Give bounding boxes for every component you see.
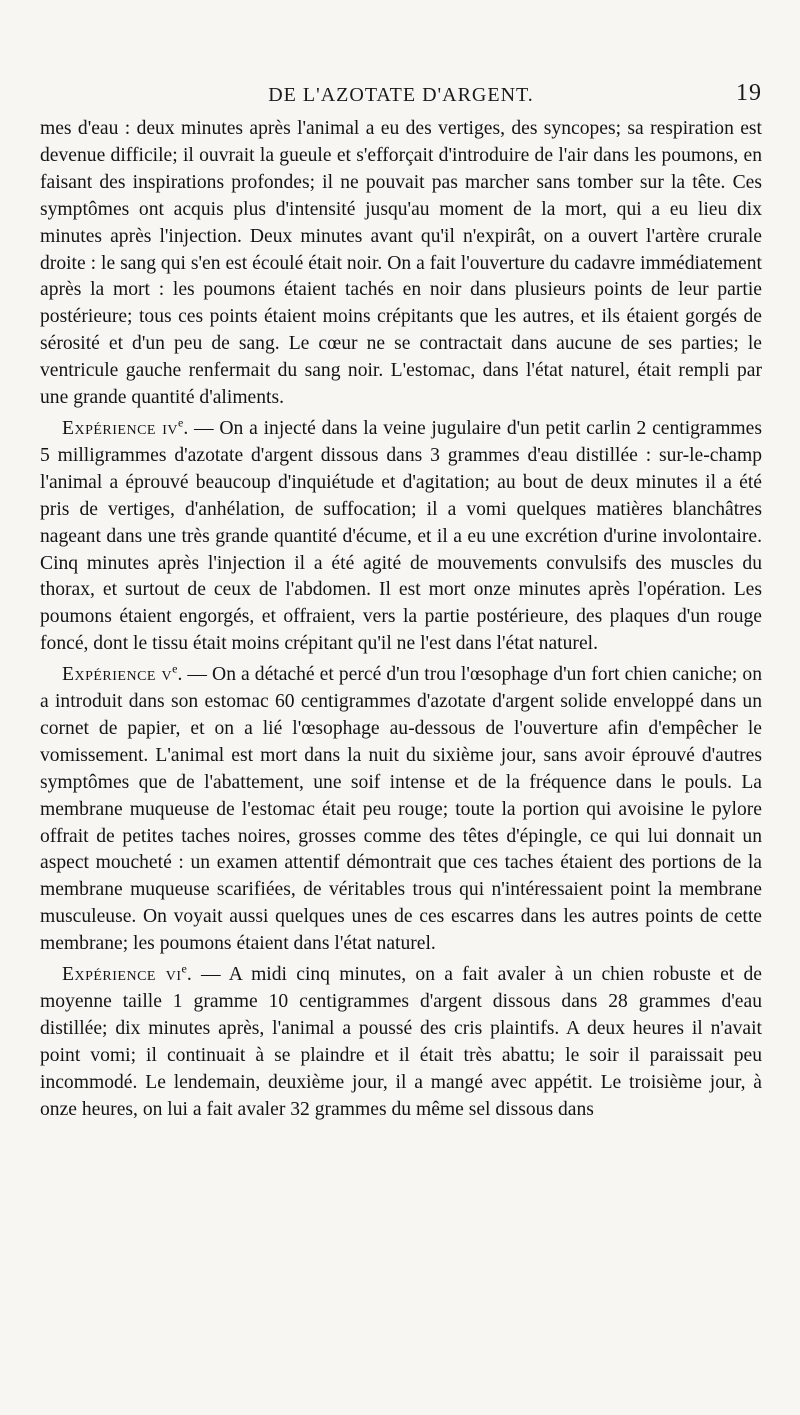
page-number: 19 — [736, 80, 762, 106]
superscript: e — [172, 661, 178, 676]
paragraph-continuation: mes d'eau : deux minutes après l'animal a eu des vertiges, des syncopes; sa respiration est devenue difficile; il ouvrait la gueule et s'efforçait d'introduire de l'air dans les poumons, en faisant des inspirations profondes; il ne pouvait pas marcher sans tomber sur la tête. Ces symptômes ont acquis plus d'intensité jusqu'au moment de la mort, qui a eu lieu dix minutes après l'injection. Deux minutes avant qu'il n'expirât, on a ouvert l'artère crurale droite : le sang qui s'en est écoulé était noir. On a fait l'ouverture du cadavre immédiatement après la mort : les poumons étaient tachés en noir dans plusieurs points de leur partie postérieure; tous ces points étaient moins crépitants que les autres, et ils étaient gorgés de sérosité et d'un peu de sang. Le cœur ne se contractait dans aucune de ses parties; le ventricule gauche renfermait du sang noir. L'estomac, dans l'état naturel, était rempli par une grande quantité d'aliments. — [40, 118, 762, 409]
experience-label: Expérience iv — [62, 417, 179, 439]
experience-text: . — A midi cinq minutes, on a fait avaler à un chien robuste et de moyenne taille 1 gramme 10 centigrammes d'argent dissous dans 28 grammes d'eau distillée; dix minutes après, l'animal a poussé des cris plaintifs. A deux heures il n'avait point vomi; il continuait à se plaindre et il était très abattu; le soir il paraissait peu incommodé. Le lendemain, deuxième jour, il a mangé avec appétit. Le troisième jour, à onze heures, on lui a fait avaler 32 grammes du même sel dissous dans — [40, 964, 762, 1120]
paragraph-experience-4 — [40, 416, 762, 658]
experience-text: . — On a détaché et percé d'un trou l'œsophage d'un fort chien caniche; on a introduit dans son estomac 60 centigrammes d'azotate d'argent solide enveloppé dans un cornet de papier, et on a lié l'œsophage au-dessous de l'ouverture afin d'empêcher le vomissement. L'animal est mort dans la nuit du sixième jour, sans avoir éprouvé d'autres symptômes que de l'abattement, une soif intense et de la fréquence dans le pouls. La membrane muqueuse de l'estomac était peu rouge; toute la portion qui avoisine le pylore offrait de petites taches noires, grosses comme des têtes d'épingle, ce qui lui donnait un aspect moucheté : un examen attentif démontrait que ces taches étaient des portions de la membrane muqueuse scarifiées, de véritables trous qui n'intéressaient point la membrane musculeuse. On voyait aussi quelques unes de ces escarres dans les autres points de cette membrane; les poumons étaient dans l'état naturel. — [40, 664, 762, 955]
paragraph-experience-6 — [40, 962, 762, 1123]
superscript: e — [181, 961, 187, 976]
running-title: DE L'AZOTATE D'ARGENT. — [268, 84, 534, 106]
paragraph-experience-5 — [40, 662, 762, 958]
body-text — [40, 116, 762, 1124]
experience-label: Expérience vi — [62, 964, 182, 986]
experience-text: . — On a injecté dans la veine jugulaire d'un petit carlin 2 centigrammes 5 milligrammes d'azotate d'argent dissous dans 3 grammes d'eau distillée : sur-le-champ l'animal a éprouvé beaucoup d'inquiétude et d'agitation; au bout de deux minutes il a été pris de vertiges, d'anhélation, de suffocation; il a vomi quelques matières blanchâtres nageant dans une très grande quantité d'écume, et il a eu une excrétion d'urine involontaire. Cinq minutes après l'injection il a été agité de mouvements convulsifs des muscles du thorax, et surtout de ceux de l'abdomen. Il est mort onze minutes après l'opération. Les poumons étaient engorgés, et offraient, vers la partie postérieure, des plaques d'un rouge foncé, dont le tissu était moins crépitant qu'il ne l'est dans l'état naturel. — [40, 417, 762, 655]
superscript: e — [178, 415, 184, 430]
experience-label: Expérience v — [62, 664, 173, 686]
running-head — [40, 80, 762, 112]
